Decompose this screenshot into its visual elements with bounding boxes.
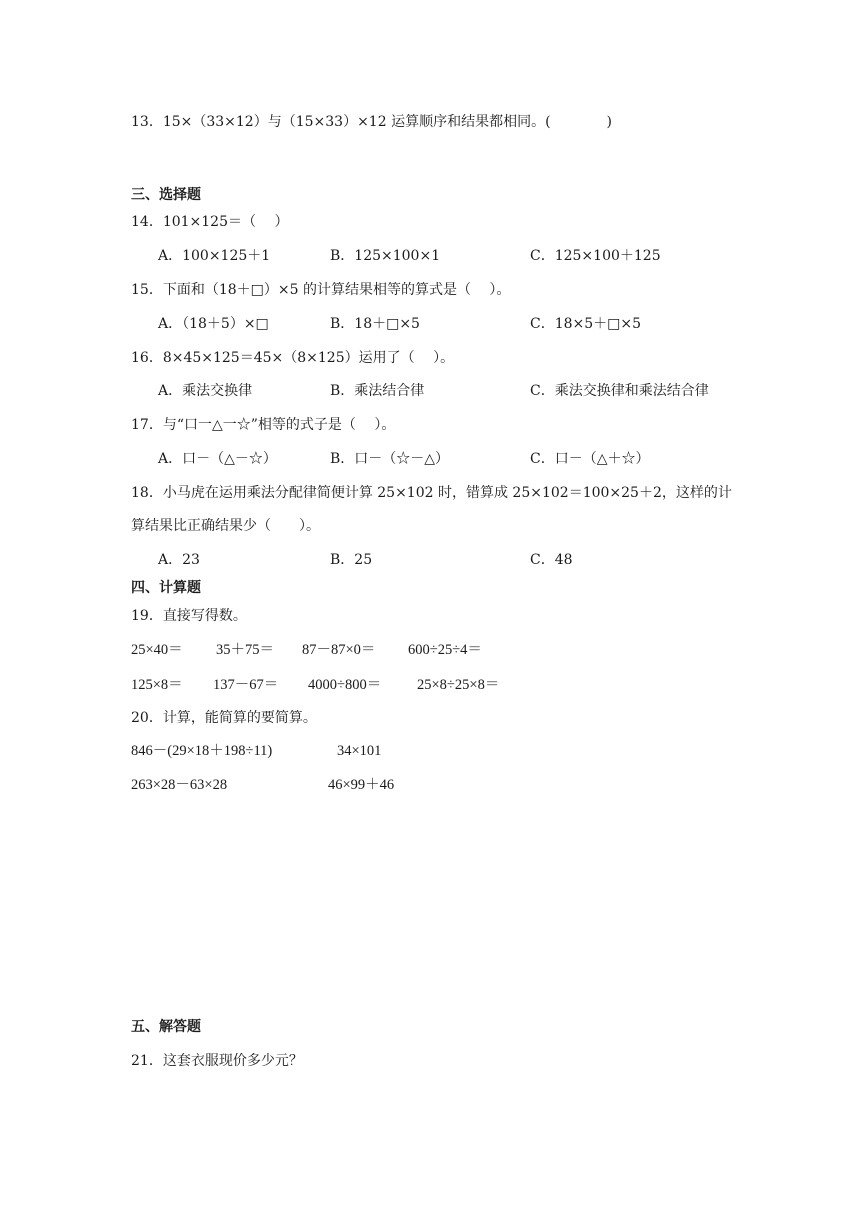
question-18-option-c[interactable]: C．48 (530, 552, 573, 568)
question-21-stem: 21．这套衣服现价多少元？ (131, 1053, 303, 1069)
question-17-option-a[interactable]: A．口－（△－☆） (158, 451, 277, 467)
question-14-stem: 14．101×125＝（ ） (131, 214, 289, 230)
q19-item: 87－87×0＝ (302, 642, 376, 658)
section-title-solve: 五、解答题 (131, 1019, 201, 1035)
question-15-option-a[interactable]: A．（18＋5）×□ (158, 316, 269, 332)
question-16-option-c[interactable]: C．乘法交换律和乘法结合律 (530, 383, 709, 399)
question-17-option-c[interactable]: C．口－（△＋☆） (530, 451, 650, 467)
q20-expression: 263×28－63×28 (131, 777, 228, 793)
question-13: 13．15×（33×12）与（15×33）×12 运算顺序和结果都相同。( ) (131, 114, 612, 130)
question-18-stem-line-2: 算结果比正确结果少（ ）。 (131, 518, 320, 534)
question-14-option-b[interactable]: B．125×100×1 (330, 248, 441, 264)
q20-expression: 846－(29×18＋198÷11) (131, 743, 273, 759)
question-15-stem: 15．下面和（18＋□）×5 的计算结果相等的算式是（ ）。 (131, 282, 511, 298)
question-17-option-b[interactable]: B．口－（☆－△） (330, 451, 450, 467)
q20-expression: 34×101 (337, 743, 382, 759)
q19-item: 125×8＝ (131, 677, 183, 693)
question-15-option-c[interactable]: C．18×5＋□×5 (530, 316, 642, 332)
q19-item: 600÷25÷4＝ (408, 642, 482, 658)
question-15-option-b[interactable]: B．18＋□×5 (330, 316, 420, 332)
question-14-option-a[interactable]: A．100×125＋1 (158, 248, 271, 264)
question-14-option-c[interactable]: C．125×100＋125 (530, 248, 661, 264)
question-19-stem: 19．直接写得数。 (131, 608, 247, 624)
question-18-option-b[interactable]: B．25 (330, 552, 373, 568)
question-16-option-b[interactable]: B．乘法结合律 (330, 383, 425, 399)
q19-item: 35＋75＝ (216, 642, 274, 658)
question-18-option-a[interactable]: A．23 (158, 552, 200, 568)
q19-item: 25×8÷25×8＝ (417, 677, 500, 693)
question-18-stem-line-1: 18．小马虎在运用乘法分配律简便计算 25×102 时，错算成 25×102＝100×25＋2，这样的计 (131, 485, 732, 501)
section-title-calculation: 四、计算题 (131, 580, 201, 596)
q19-item: 25×40＝ (131, 642, 183, 658)
q20-expression: 46×99＋46 (328, 777, 395, 793)
question-17-stem: 17．与“口一△一☆”相等的式子是（ ）。 (131, 417, 396, 433)
question-20-stem: 20．计算，能简算的要简算。 (131, 710, 317, 726)
q19-item: 137－67＝ (213, 677, 279, 693)
section-title-choice: 三、选择题 (131, 187, 201, 203)
question-16-option-a[interactable]: A．乘法交换律 (158, 383, 253, 399)
q19-item: 4000÷800＝ (308, 677, 382, 693)
question-16-stem: 16．8×45×125＝45×（8×125）运用了（ ）。 (131, 350, 455, 366)
